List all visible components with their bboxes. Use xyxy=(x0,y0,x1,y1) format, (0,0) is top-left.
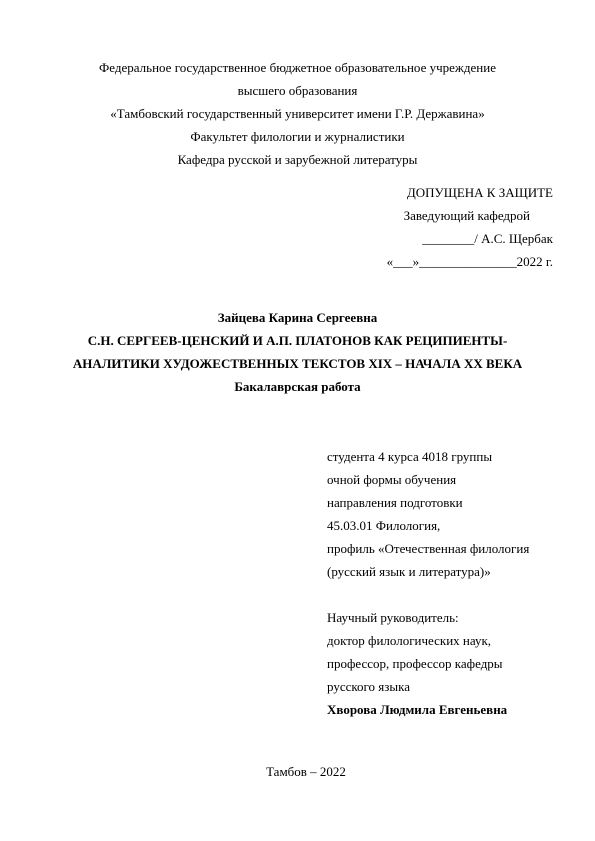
approval-date: «___»_______________2022 г. xyxy=(386,254,553,269)
city-year: Тамбов – 2022 xyxy=(266,764,346,779)
student-line: (русский язык и литература)» xyxy=(327,564,491,579)
student-line: профиль «Отечественная филология xyxy=(327,541,530,556)
student-info-block xyxy=(327,445,587,721)
approval-signature: ________/ А.С. Щербак xyxy=(422,231,553,246)
approval-stamp: ДОПУЩЕНА К ЗАЩИТЕ xyxy=(406,185,553,200)
supervisor-label: Научный руководитель: xyxy=(327,610,459,625)
institution-line-2: высшего образования xyxy=(237,83,358,98)
thesis-title-block xyxy=(60,306,535,398)
department-name: Кафедра русской и зарубежной литературы xyxy=(177,152,418,167)
faculty-name: Факультет филологии и журналистики xyxy=(190,129,405,144)
student-line: 45.03.01 Филология, xyxy=(327,518,441,533)
student-line: очной формы обучения xyxy=(327,472,457,487)
student-line: студента 4 курса 4018 группы xyxy=(327,449,493,464)
spacer xyxy=(327,583,587,606)
author-name: Зайцева Карина Сергеевна xyxy=(217,310,378,325)
university-name: «Тамбовский государственный университет имени Г.Р. Державина» xyxy=(110,106,485,121)
thesis-type: Бакалаврская работа xyxy=(234,379,361,394)
student-line: направления подготовки xyxy=(327,495,463,510)
thesis-title: С.Н. СЕРГЕЕВ-ЦЕНСКИЙ И А.П. ПЛАТОНОВ КАК РЕЦИПИЕНТЫ-АНАЛИТИКИ ХУДОЖЕСТВЕННЫХ ТЕКСТОВ XIX – НАЧАЛА XX ВЕКА xyxy=(72,333,523,371)
supervisor-line: русского языка xyxy=(327,679,411,694)
approval-block xyxy=(0,181,553,273)
supervisor-name: Хворова Людмила Евгеньевна xyxy=(327,702,508,717)
institution-header xyxy=(0,56,595,171)
approval-position: Заведующий кафедрой xyxy=(403,208,530,223)
supervisor-line: доктор филологических наук, xyxy=(327,633,492,648)
institution-line-1: Федеральное государственное бюджетное образовательное учреждение xyxy=(99,60,496,75)
supervisor-line: профессор, профессор кафедры xyxy=(327,656,503,671)
